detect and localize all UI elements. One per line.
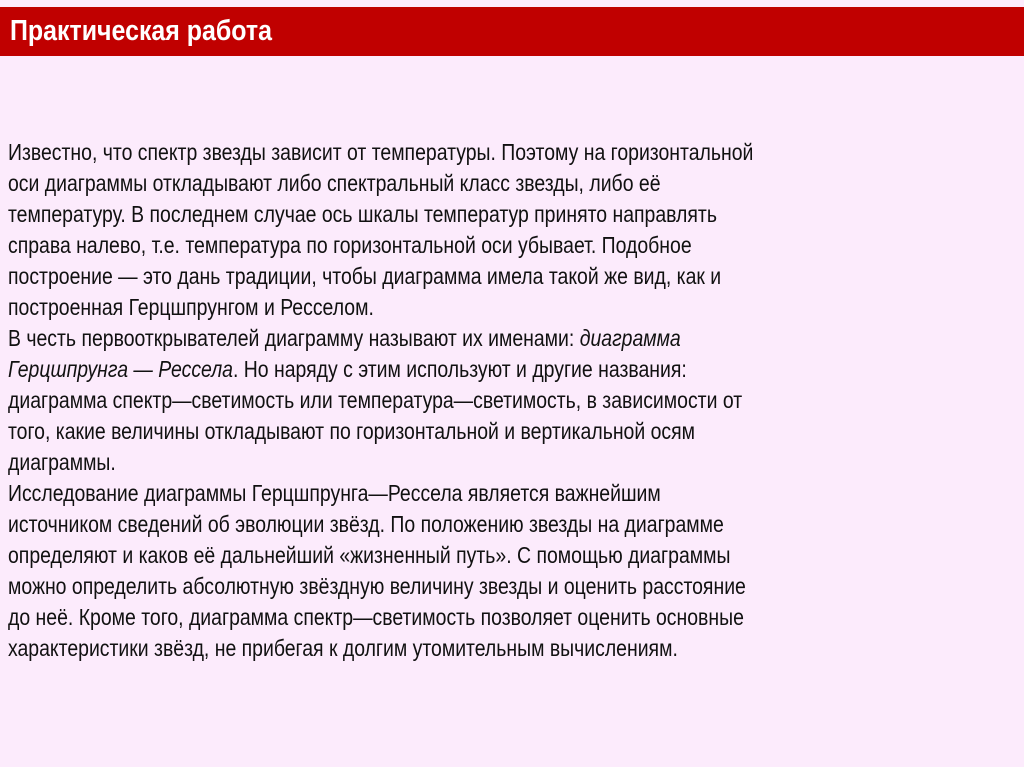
text-line <box>8 292 861 323</box>
text-line <box>8 571 861 602</box>
text-segment: источником сведений об эволюции звёзд. По положению звезды на диаграмме <box>8 511 724 537</box>
text-line <box>8 168 861 199</box>
italic-term: Герцшпрунга — Рессела <box>8 356 233 382</box>
text-segment: до неё. Кроме того, диаграмма спектр—светимость позволяет оценить основные <box>8 604 744 630</box>
text-line <box>8 602 861 633</box>
text-segment: построение — это дань традиции, чтобы диаграмма имела такой же вид, как и <box>8 263 722 289</box>
text-segment: Исследование диаграммы Герцшпрунга—Рессела является важнейшим <box>8 480 661 506</box>
title-bar <box>0 7 1024 56</box>
text-segment: . Но наряду с этим используют и другие названия: <box>232 356 687 382</box>
text-segment: Известно, что спектр звезды зависит от температуры. Поэтому на горизонтальной <box>8 139 754 165</box>
text-segment: диаграмма спектр—светимость или температура—светимость, в зависимости от <box>8 387 743 413</box>
text-segment: характеристики звёзд, не прибегая к долгим утомительным вычислениям. <box>8 635 678 661</box>
text-line <box>8 447 861 478</box>
text-segment: определяют и каков её дальнейший «жизненный путь». С помощью диаграммы <box>8 542 731 568</box>
text-segment: справа налево, т.е. температура по горизонтальной оси убывает. Подобное <box>8 232 692 258</box>
text-line <box>8 323 861 354</box>
slide-title: Практическая работа <box>10 15 273 47</box>
text-segment: оси диаграммы откладывают либо спектральный класс звезды, либо её <box>8 170 661 196</box>
text-line <box>8 540 861 571</box>
text-line <box>8 478 861 509</box>
text-line <box>8 137 861 168</box>
text-line <box>8 385 861 416</box>
text-line <box>8 354 861 385</box>
text-segment: можно определить абсолютную звёздную величину звезды и оценить расстояние <box>8 573 746 599</box>
text-line <box>8 509 861 540</box>
body-text <box>8 137 1018 664</box>
text-segment: того, какие величины откладывают по горизонтальной и вертикальной осям <box>8 418 696 444</box>
text-segment: температуру. В последнем случае ось шкалы температур принято направлять <box>8 201 717 227</box>
text-segment: В честь первооткрывателей диаграмму называют их именами: <box>8 325 580 351</box>
text-segment: диаграммы. <box>8 449 116 475</box>
text-segment: построенная Герцшпрунгом и Ресселом. <box>8 294 374 320</box>
text-line <box>8 416 861 447</box>
text-line <box>8 633 861 664</box>
italic-term: диаграмма <box>579 325 681 351</box>
text-line <box>8 199 861 230</box>
text-line <box>8 230 861 261</box>
text-line <box>8 261 861 292</box>
